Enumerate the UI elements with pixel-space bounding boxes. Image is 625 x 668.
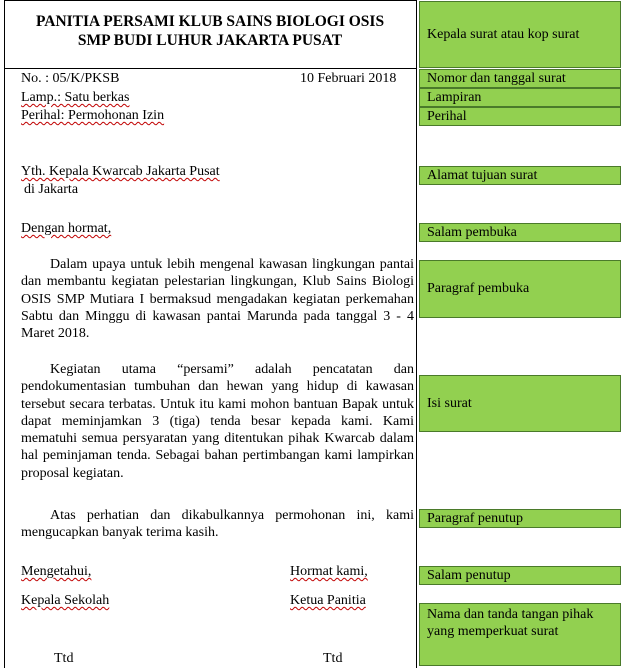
letterhead-line-1: PANITIA PERSAMI KLUB SAINS BIOLOGI OSIS (35, 13, 385, 30)
right-signer-title: Ketua Panitia (290, 593, 366, 608)
label-isi-surat (419, 375, 621, 432)
recipient-line-2: di Jakarta (24, 182, 79, 197)
right-closing-greeting: Hormat kami, (290, 564, 368, 579)
label-isi-surat-text: Isi surat (427, 395, 472, 411)
label-lampiran-text: Lampiran (427, 89, 482, 105)
label-lampiran (419, 88, 621, 107)
opening-salutation: Dengan hormat, (21, 221, 112, 236)
closing-paragraph: Atas perhatian dan dikabulkannya permohonan ini, kami mengucapkan banyak terima kasih. (21, 508, 414, 541)
frame-left-border (4, 0, 5, 668)
label-salam-pembuka (419, 223, 621, 242)
label-nomor-tanggal (419, 69, 621, 88)
label-paragraf-pembuka (419, 260, 621, 318)
body-paragraph: Kegiatan utama “persami” adalah pencatatan dan pendokumentasian tumbuhan dan hewan yang hidup di kawasan tersebut secara terbatas. Untuk itu kami mohon bantuan Bapak untuk dapat meminjamkan 3 (tiga) tenda besar kepada kami. Kami mematuhi semua persyaratan yang ditentukan pihak Kwarcab dalam hal peminjaman tenda. Sebagai bahan pertimbangan kami lampirkan proposal kegiatan. (21, 362, 414, 481)
label-salam-pembuka-text: Salam pembuka (427, 224, 517, 240)
letter-number: No. : 05/K/PKSB (21, 71, 120, 86)
label-paragraf-penutup-text: Paragraf penutup (427, 510, 524, 526)
label-salam-penutup (419, 566, 621, 585)
frame-top-border (4, 0, 417, 1)
header-divider (4, 68, 417, 69)
label-salam-penutup-text: Salam penutup (427, 567, 511, 583)
subject-line: Perihal: Permohonan Izin (21, 108, 165, 123)
label-nomor-tanggal-text: Nomor dan tanggal surat (427, 70, 566, 86)
letter-date: 10 Februari 2018 (300, 71, 397, 86)
label-tanda-tangan (419, 603, 621, 666)
left-closing-greeting: Mengetahui, (21, 564, 92, 579)
label-paragraf-penutup (419, 509, 621, 528)
label-alamat-text: Alamat tujuan surat (427, 167, 538, 183)
label-kop-surat-text: Kepala surat atau kop surat (427, 26, 580, 42)
letterhead-line-2: SMP BUDI LUHUR JAKARTA PUSAT (77, 32, 343, 49)
label-kop-surat (419, 1, 621, 68)
recipient-line-1: Yth. Kepala Kwarcab Jakarta Pusat (21, 164, 220, 179)
label-alamat (419, 166, 621, 185)
label-tanda-tangan-text: Nama dan tanda tangan pihak yang memperkuat surat (427, 607, 594, 639)
right-signature: Ttd (323, 651, 343, 666)
left-signature: Ttd (54, 651, 74, 666)
label-perihal (419, 107, 621, 126)
attachment-line: Lamp.: Satu berkas (21, 90, 130, 105)
label-perihal-text: Perihal (427, 108, 467, 124)
left-signer-title: Kepala Sekolah (21, 593, 110, 608)
opening-paragraph: Dalam upaya untuk lebih mengenal kawasan lingkungan pantai dan membantu kegiatan pelestarian lingkungan, Klub Sains Biologi OSIS SMP Mutiara I bermaksud mengadakan kegiatan perkemahan Sabtu dan Minggu di kawasan pantai Marunda pada tanggal 3 - 4 Maret 2018. (21, 257, 414, 342)
frame-right-border (416, 0, 417, 668)
label-paragraf-pembuka-text: Paragraf pembuka (427, 281, 530, 296)
